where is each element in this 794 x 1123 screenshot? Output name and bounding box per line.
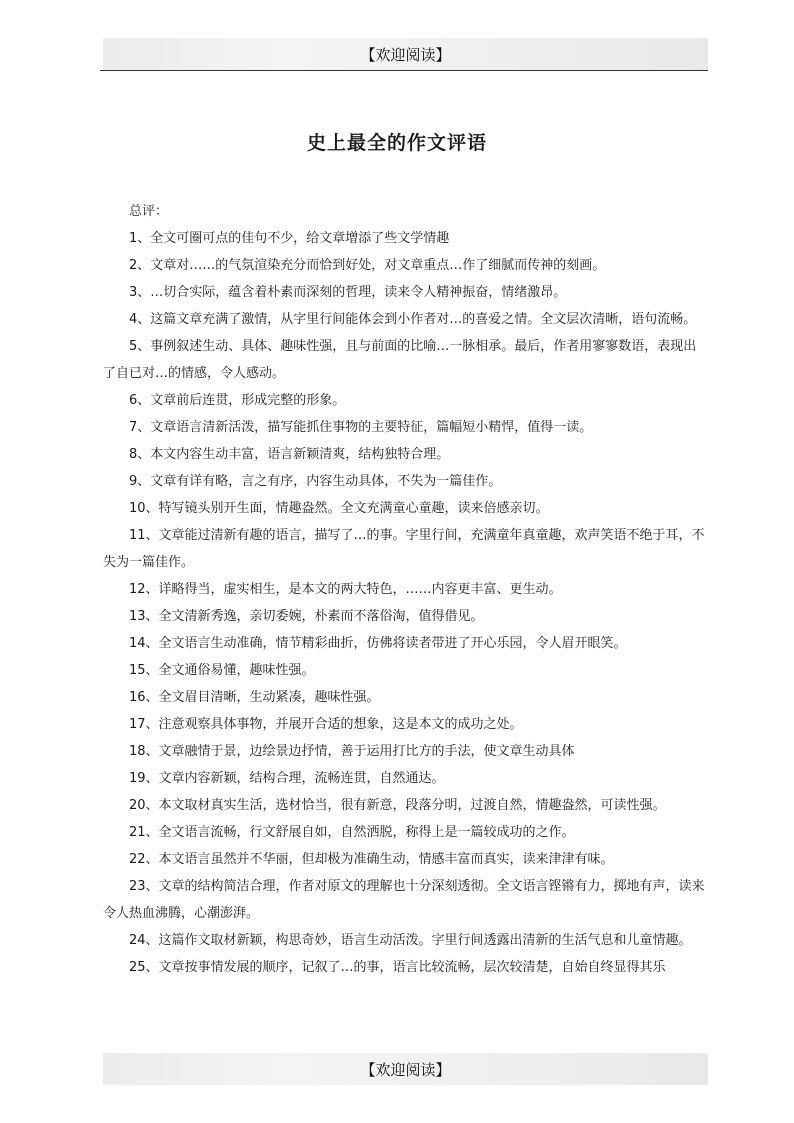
paragraph: 13、全文清新秀逸，亲切委婉，朴素而不落俗淘，值得借见。	[129, 609, 484, 624]
paragraph: 10、特写镜头别开生面，情趣盎然。全文充满童心童趣，读来倍感亲切。	[129, 501, 549, 516]
paragraph: 11、文章能过清新有趣的语言，描写了…的事。字里行间，充满童年真童趣，欢声笑语不绝于耳，不失为一篇佳作。	[103, 528, 705, 570]
paragraph: 20、本文取材真实生活，选材恰当，很有新意，段落分明，过渡自然，情趣盎然，可读性强。	[129, 798, 666, 813]
paragraph: 18、文章融情于景，边绘景边抒情，善于运用打比方的手法，使文章生动具体	[129, 744, 575, 759]
paragraph: 5、事例叙述生动、具体、趣味性强，且与前面的比喻…一脉相承。最后，作者用寥寥数语，表现出了自已对…的情感，令人感动。	[103, 339, 697, 381]
paragraph: 25、文章按事情发展的顺序，记叙了…的事，语言比较流畅，层次较清楚，自始自终显得其乐	[129, 960, 666, 975]
document-body	[103, 198, 707, 981]
footer-banner	[103, 1053, 708, 1085]
paragraph: 2、文章对……的气氛渲染充分而恰到好处，对文章重点…作了细腻而传神的刻画。	[129, 258, 606, 273]
header-banner	[103, 38, 708, 70]
paragraph: 7、文章语言清新活泼，描写能抓住事物的主要特征，篇幅短小精悍，值得一读。	[129, 420, 593, 435]
paragraph: 14、全文语言生动准确，情节精彩曲折，仿佛将读者带进了开心乐园，令人眉开眼笑。	[129, 636, 627, 651]
paragraph: 12、详略得当，虚实相生，是本文的两大特色，……内容更丰富、更生动。	[129, 582, 562, 597]
paragraph: 16、全文眉目清晰，生动紧凑，趣味性强。	[129, 690, 380, 705]
header-divider	[100, 70, 708, 71]
header-banner-text: 【欢迎阅读】	[360, 45, 451, 64]
paragraph: 19、文章内容新颖，结构合理，流畅连贯，自然通达。	[129, 771, 445, 786]
paragraph: 17、注意观察具体事物，并展开合适的想象，这是本文的成功之处。	[129, 717, 523, 732]
paragraph: 22、本文语言虽然并不华丽，但却极为准确生动，情感丰富而真实，读来津津有味。	[129, 852, 614, 867]
paragraph: 21、全文语言流畅，行文舒展自如，自然洒脱，称得上是一篇较成功的之作。	[129, 825, 575, 840]
paragraph: 8、本文内容生动丰富，语言新颖清爽，结构独特合理。	[129, 447, 450, 462]
paragraph: 23、文章的结构简洁合理，作者对原文的理解也十分深刻透彻。全文语言铿锵有力，掷地有声，读来令人热血沸腾，心潮澎湃。	[103, 879, 705, 921]
footer-banner-text: 【欢迎阅读】	[360, 1060, 451, 1079]
paragraph: 9、文章有详有略，言之有序，内容生动具体，不失为一篇佳作。	[129, 474, 502, 489]
paragraph: 4、这篇文章充满了激情，从字里行间能体会到小作者对…的喜爱之情。全文层次清晰，语句流畅。	[129, 312, 697, 327]
paragraph: 24、这篇作文取材新颖，构思奇妙，语言生动活泼。字里行间透露出清新的生活气息和儿童情趣。	[129, 933, 692, 948]
paragraph: 15、全文通俗易懂，趣味性强。	[129, 663, 315, 678]
paragraph: 总评：	[129, 204, 169, 219]
paragraph: 1、全文可圈可点的佳句不少，给文章增添了些文学情趣	[129, 231, 450, 246]
page-title: 史上最全的作文评语	[306, 132, 487, 154]
paragraph: 6、文章前后连贯，形成完整的形象。	[129, 393, 346, 408]
paragraph: 3、…切合实际，蕴含着朴素而深刻的哲理，读来令人精神振奋，情绪激昂。	[129, 285, 567, 300]
